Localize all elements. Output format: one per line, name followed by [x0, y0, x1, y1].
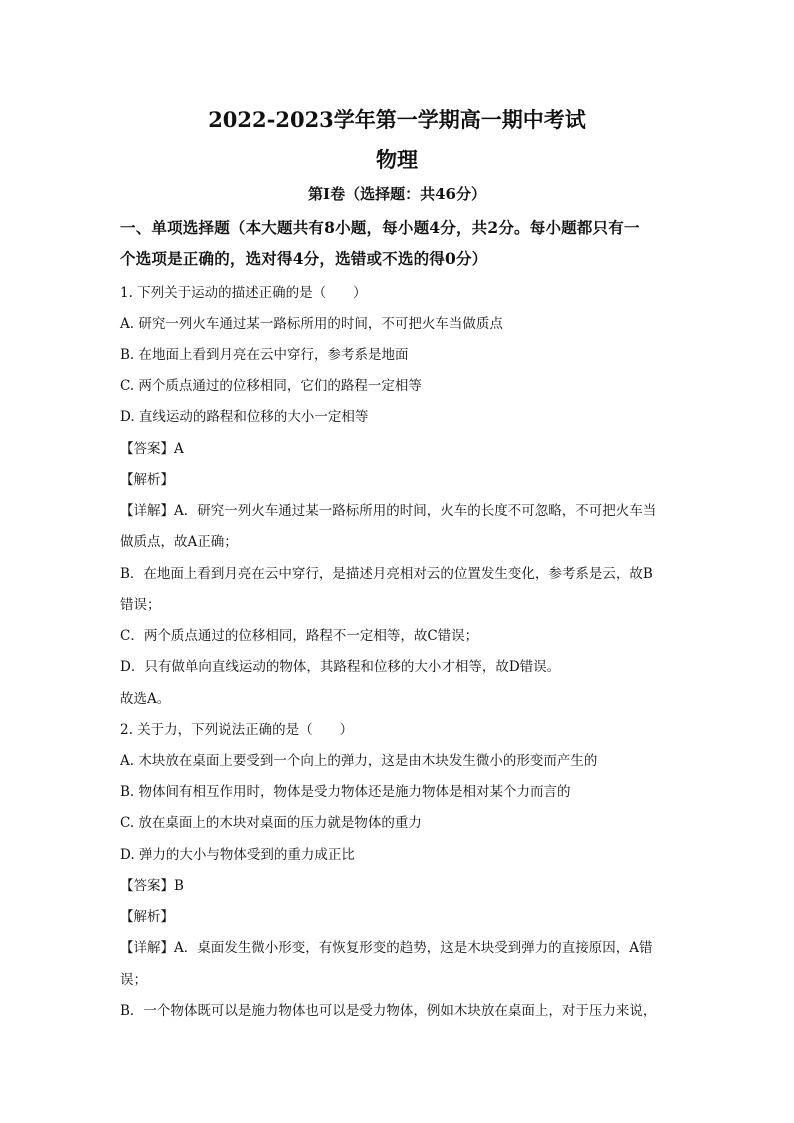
q1-detail-line: 错误； — [120, 597, 161, 613]
q1-stem: 1. 下列关于运动的描述正确的是（ ） — [120, 285, 367, 301]
q2-option-c: C. 放在桌面上的木块对桌面的压力就是物体的重力 — [120, 815, 422, 831]
q2-detail-line: 误； — [120, 972, 147, 988]
q1-option-c: C. 两个质点通过的位移相同，它们的路程一定相等 — [120, 378, 422, 394]
q1-detail-line: D．只有做单向直线运动的物体，其路程和位移的大小才相等，故D错误。 — [120, 659, 561, 675]
section-heading-line-1: 一、单项选择题（本大题共有8小题，每小题4分，共2分。每小题都只有一 — [120, 218, 640, 237]
volume-title: 第I卷（选择题：共46分） — [308, 185, 486, 203]
q1-option-d: D. 直线运动的路程和位移的大小一定相等 — [120, 409, 369, 425]
q2-answer: 【答案】B — [120, 878, 184, 894]
q1-detail-line: 做质点，故A正确； — [120, 534, 238, 550]
q2-detail-line: 【详解】A．桌面发生微小形变，有恢复形变的趋势，这是木块受到弹力的直接原因，A错 — [120, 940, 653, 956]
q2-detail-line: B．一个物体既可以是施力物体也可以是受力物体，例如木块放在桌面上，对于压力来说， — [120, 1003, 657, 1019]
q2-analysis-label: 【解析】 — [120, 909, 174, 925]
q1-option-b: B. 在地面上看到月亮在云中穿行，参考系是地面 — [120, 347, 409, 363]
q1-conclusion: 故选A。 — [120, 691, 171, 707]
q2-stem: 2. 关于力，下列说法正确的是（ ） — [120, 722, 354, 738]
q2-option-a: A. 木块放在桌面上要受到一个向上的弹力，这是由木块发生微小的形变而产生的 — [120, 753, 598, 769]
exam-title: 2022-2023学年第一学期高一期中考试 — [208, 107, 586, 132]
q1-detail-line: C．两个质点通过的位移相同，路程不一定相等，故C错误； — [120, 628, 479, 644]
q1-analysis-label: 【解析】 — [120, 472, 174, 488]
q1-option-a: A. 研究一列火车通过某一路标所用的时间，不可把火车当做质点 — [120, 316, 503, 332]
q2-option-d: D. 弹力的大小与物体受到的重力成正比 — [120, 847, 355, 863]
section-heading-line-2: 个选项是正确的，选对得4分，选错或不选的得0分） — [120, 249, 488, 268]
subject-title: 物理 — [376, 147, 418, 172]
q2-option-b: B. 物体间有相互作用时，物体是受力物体还是施力物体是相对某个力而言的 — [120, 784, 571, 800]
q1-detail-line: B．在地面上看到月亮在云中穿行，是描述月亮相对云的位置发生变化，参考系是云，故B — [120, 566, 653, 582]
q1-answer: 【答案】A — [120, 441, 184, 457]
q1-detail-line: 【详解】A．研究一列火车通过某一路标所用的时间，火车的长度不可忽略，不可把火车当 — [120, 503, 657, 519]
